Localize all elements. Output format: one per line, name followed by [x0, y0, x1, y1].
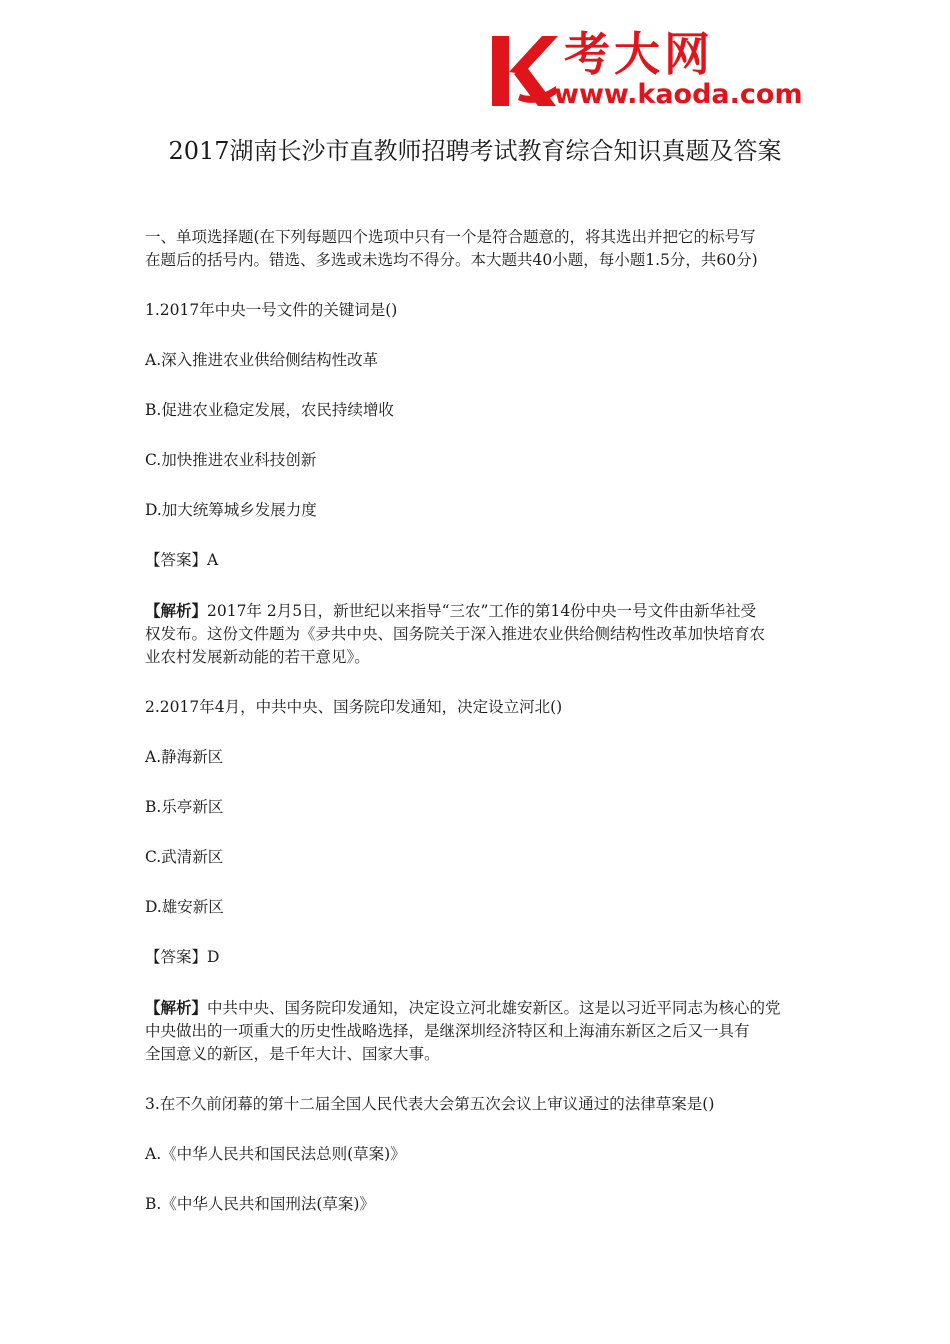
logo-site-name: 考大网 [564, 27, 714, 81]
question-1-analysis-line-1 [145, 599, 815, 623]
question-1-option-a: A.深入推进农业供给侧结构性改革 [145, 351, 379, 369]
question-2-option-b: B.乐亭新区 [145, 798, 224, 816]
k-logo-icon [490, 34, 558, 108]
question-3-stem: 3.在不久前闭幕的第十二届全国人民代表大会第五次会议上审议通过的法律草案是() [145, 1095, 715, 1113]
answer-value: D [207, 948, 220, 966]
question-1-analysis-line-2: 权发布。这份文件题为《夛共中央、国务院关于深入推进农业供给侧结构性改革加快培育农 [145, 625, 766, 643]
logo-url: www.kaoda.com [554, 79, 803, 110]
page-title: 2017湖南长沙市直教师招聘考试教育综合知识真题及答案 [168, 137, 782, 165]
answer-value: A [207, 551, 219, 569]
question-2-stem: 2.2017年4月，中共中央、国务院印发通知，决定设立河北() [145, 698, 563, 716]
question-2-analysis-line-1 [145, 996, 815, 1020]
question-2-option-c: C.武清新区 [145, 848, 224, 866]
question-2-analysis-line-2: 中央做出的一项重大的历史性战略选择，是继深圳经济特区和上海浦东新区之后又一具有 [145, 1022, 750, 1040]
analysis-text: 中共中央、国务院印发通知，决定设立河北雄安新区。这是以习近平同志为核心的党 [207, 999, 781, 1017]
question-2-option-d: D.雄安新区 [145, 898, 224, 916]
question-2-option-a: A.静海新区 [145, 748, 224, 766]
section-heading-line-2: 在题后的括号内。错选、多选或未选均不得分。本大题共40小题，每小题1.5分，共60分) [145, 251, 758, 269]
question-1-analysis-line-3: 业农村发展新动能的若干意见》。 [145, 648, 370, 666]
section-heading-line-1: 一、单项选择题(在下列每题四个选项中只有一个是符合题意的，将其选出并把它的标号写 [145, 228, 756, 246]
question-1-option-c: C.加快推进农业科技创新 [145, 451, 317, 469]
question-2-answer [145, 946, 815, 969]
question-3-option-b: B.《中华人民共和国刑法(草案)》 [145, 1195, 375, 1213]
question-1-stem: 1.2017年中央一号文件的关键词是() [145, 301, 398, 319]
question-3-option-a: A.《中华人民共和国民法总则(草案)》 [145, 1145, 406, 1163]
answer-label: 【答案】 [145, 948, 208, 966]
question-2-analysis-line-3: 全国意义的新区，是千年大计、国家大事。 [145, 1045, 440, 1063]
question-1-answer [145, 549, 815, 572]
answer-label: 【答案】 [145, 551, 208, 569]
analysis-label: 【解析】 [145, 998, 208, 1017]
kaoda-logo [490, 28, 820, 112]
document-body [145, 226, 815, 1216]
question-1-option-b: B.促进农业稳定发展，农民持续增收 [145, 401, 394, 419]
analysis-label: 【解析】 [145, 601, 208, 620]
analysis-text: 2017年 2月5日，新世纪以来指导“三农”工作的第14份中央一号文件由新华社受 [207, 602, 757, 620]
question-1-option-d: D.加大统筹城乡发展力度 [145, 501, 317, 519]
